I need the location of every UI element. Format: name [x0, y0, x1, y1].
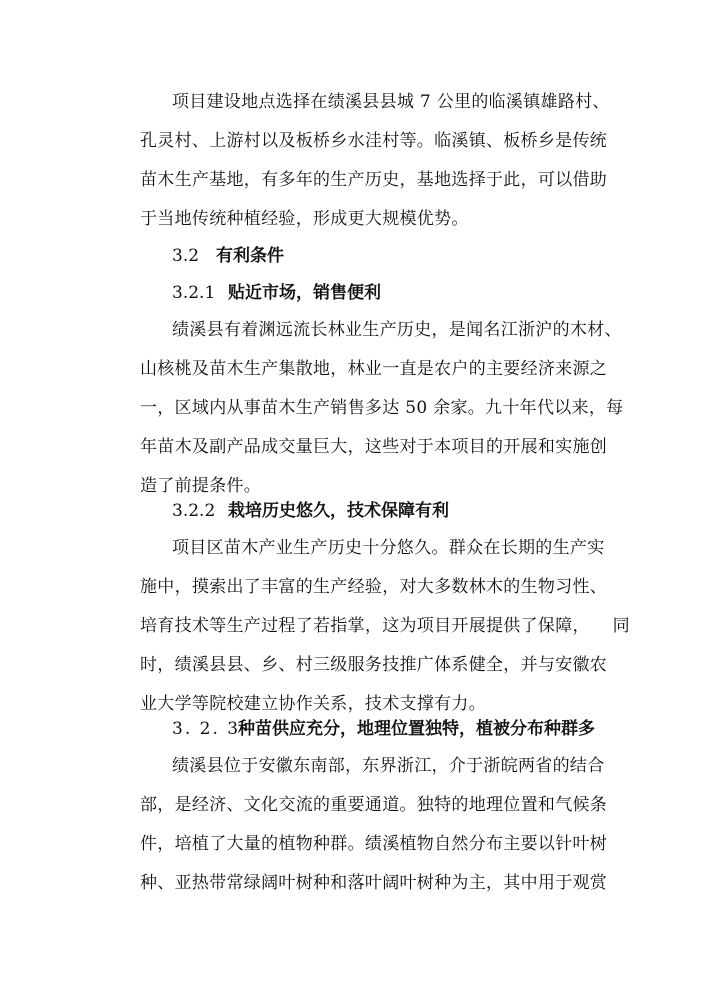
section-heading-3-2-2	[172, 500, 449, 522]
section-number: 3.2.1	[172, 283, 216, 303]
section-heading-3-2	[172, 245, 284, 267]
paragraph-line: 培育技术等生产过程了若指掌，这为项目开展提供了保障， 同	[140, 616, 630, 636]
paragraph-line: 部，是经济、文化交流的重要通道。独特的地理位置和气候条	[140, 795, 608, 815]
section-heading-3-2-3	[172, 718, 595, 740]
paragraph-line: 时，绩溪县县、乡、村三级服务技推广体系健全，并与安徽农	[140, 655, 608, 675]
section-title: 贴近市场，销售便利	[228, 283, 381, 303]
paragraph-line: 造了前提条件。	[140, 476, 262, 496]
paragraph-line: 苗木生产基地，有多年的生产历史，基地选择于此，可以借助	[140, 170, 608, 190]
paragraph-line: 于当地传统种植经验，形成更大规模优势。	[140, 209, 469, 229]
section-title: 有利条件	[216, 246, 284, 266]
paragraph-line: 年苗木及副产品成交量巨大，这些对于本项目的开展和实施创	[140, 437, 608, 457]
section-number: 3.2.2	[172, 501, 216, 521]
paragraph-line: 孔灵村、上游村以及板桥乡水洼村等。临溪镇、板桥乡是传统	[140, 131, 608, 151]
section-heading-3-2-1	[172, 282, 381, 304]
paragraph-line: 种、亚热带常绿阔叶树种和落叶阔叶树种为主，其中用于观赏	[140, 873, 608, 893]
paragraph-line: 一，区域内从事苗木生产销售多达 50 余家。九十年代以来，每	[140, 398, 624, 418]
paragraph-line: 业大学等院校建立协作关系，技术支撑有力。	[140, 694, 486, 714]
paragraph-line: 山核桃及苗木生产集散地，林业一直是农户的主要经济来源之	[140, 359, 608, 379]
paragraph-line: 项目区苗木产业生产历史十分悠久。群众在长期的生产实	[172, 538, 605, 558]
paragraph-line: 绩溪县位于安徽东南部，东界浙江，介于浙皖两省的结合	[172, 756, 605, 776]
section-title: 种苗供应充分，地理位置独特，植被分布种群多	[238, 719, 595, 739]
paragraph-line: 绩溪县有着渊远流长林业生产历史，是闻名江浙沪的木材、	[172, 320, 622, 340]
paragraph-line: 项目建设地点选择在绩溪县县城 7 公里的临溪镇雄路村、	[172, 92, 610, 112]
paragraph-line: 施中，摸索出了丰富的生产经验，对大多数林木的生物习性、	[140, 577, 608, 597]
section-number: 3. 2. 3	[172, 719, 241, 739]
paragraph-line: 件，培植了大量的植物种群。绩溪植物自然分布主要以针叶树	[140, 834, 608, 854]
section-title: 栽培历史悠久，技术保障有利	[228, 501, 449, 521]
section-number: 3.2	[172, 246, 200, 266]
